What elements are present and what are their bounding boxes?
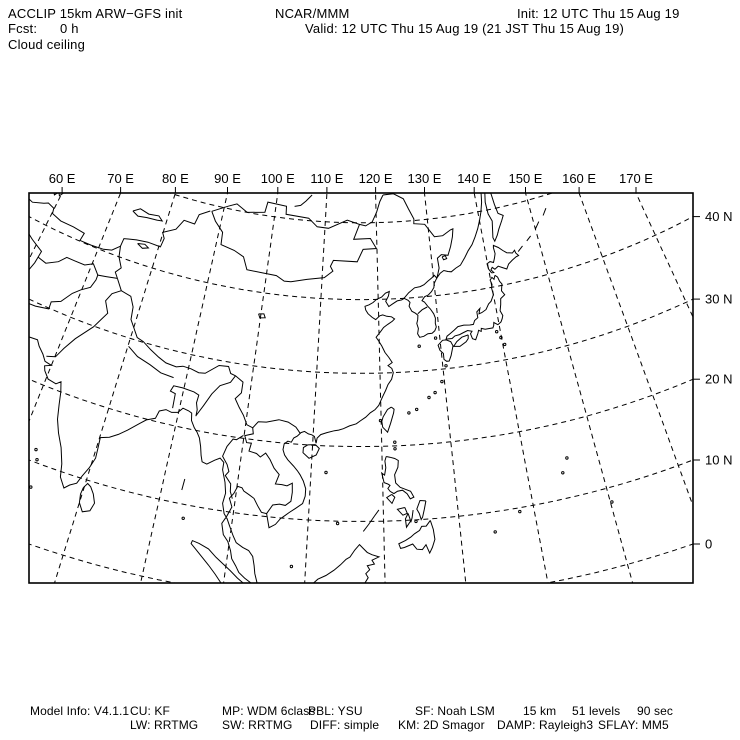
island-dot xyxy=(325,471,327,473)
x-tick-label: 100 E xyxy=(260,171,295,186)
footer-item: SF: Noah LSM xyxy=(415,704,495,718)
coastline xyxy=(191,541,252,593)
border-line xyxy=(418,307,427,314)
coastline xyxy=(133,209,162,221)
island-dot xyxy=(394,441,396,443)
island-dot xyxy=(434,391,436,393)
border-line xyxy=(403,275,437,299)
coastline xyxy=(543,208,546,215)
axis-ticks xyxy=(62,187,700,544)
island-dot xyxy=(416,408,418,410)
island-dot xyxy=(24,498,26,500)
coastline xyxy=(527,236,531,241)
island-dot xyxy=(182,517,184,519)
coastline xyxy=(417,501,426,520)
meridian-line xyxy=(0,98,110,572)
parallel-line xyxy=(0,388,740,522)
coastline xyxy=(79,484,94,512)
coastline xyxy=(138,244,149,249)
footer-item: Model Info: V4.1.1 xyxy=(30,704,130,718)
footer-item: CU: KF xyxy=(130,704,170,718)
island-dot xyxy=(394,448,396,450)
coastlines xyxy=(0,179,546,598)
coastline xyxy=(382,407,394,432)
forecast-hour: Fcst: 0 h xyxy=(8,21,79,36)
x-tick-label: 130 E xyxy=(407,171,442,186)
coastline xyxy=(442,256,447,260)
border-line xyxy=(196,376,235,416)
coastline xyxy=(295,195,313,206)
meridian-line xyxy=(420,154,476,680)
island-dot xyxy=(428,396,430,398)
border-line xyxy=(129,346,174,377)
model-title: ACCLIP 15km ARW−GFS init xyxy=(8,6,183,21)
island-dot xyxy=(379,419,381,421)
island-dot xyxy=(415,520,417,522)
island-dot xyxy=(504,343,506,345)
border-line xyxy=(360,195,384,226)
y-tick-label: 0 xyxy=(705,536,713,552)
island-dot xyxy=(611,501,613,503)
y-tick-label: 40 N xyxy=(705,209,733,225)
border-line xyxy=(245,428,292,514)
coastline xyxy=(399,520,435,553)
parallel-line xyxy=(0,323,740,446)
meridian-line xyxy=(299,156,329,684)
x-tick-label: 160 E xyxy=(562,171,597,186)
parallel-line xyxy=(0,452,740,600)
map-frame xyxy=(29,193,693,583)
island-dot xyxy=(336,522,338,524)
coastline xyxy=(518,246,522,252)
y-tick-label: 30 N xyxy=(705,291,733,307)
meridian-line xyxy=(0,116,151,607)
island-dot xyxy=(494,531,496,533)
island-dot xyxy=(519,510,521,512)
coastline xyxy=(363,510,379,532)
coastline xyxy=(295,545,379,598)
coastline xyxy=(387,494,395,503)
axis-labels xyxy=(49,171,733,552)
coastline xyxy=(481,179,503,241)
border-line xyxy=(212,202,377,282)
x-tick-label: 60 E xyxy=(48,171,76,186)
footer-item: LW: RRTMG xyxy=(130,718,199,732)
parallel-line xyxy=(0,198,726,300)
meridian-line xyxy=(510,137,650,647)
coastline xyxy=(182,479,185,490)
footer-item: DAMP: Rayleigh3 xyxy=(497,718,594,732)
meridian-line xyxy=(466,147,564,667)
island-dot xyxy=(562,472,564,474)
island-dot xyxy=(445,365,447,367)
coastline xyxy=(454,335,469,347)
island-dot xyxy=(418,345,420,347)
island-dot xyxy=(35,448,37,450)
y-tick-label: 10 N xyxy=(705,452,733,468)
coastline xyxy=(382,457,414,499)
coastline xyxy=(446,275,505,339)
footer-item: 90 sec xyxy=(637,704,673,718)
x-tick-label: 170 E xyxy=(619,171,653,186)
island-dot xyxy=(408,412,410,414)
coastline xyxy=(438,340,453,361)
border-line xyxy=(46,291,121,357)
footer-item: SFLAY: MM5 xyxy=(598,718,669,732)
coastline xyxy=(487,245,519,273)
border-line xyxy=(383,194,453,278)
footer-item: 51 levels xyxy=(572,704,621,718)
x-tick-label: 90 E xyxy=(214,171,241,186)
x-tick-label: 140 E xyxy=(457,171,492,186)
x-tick-label: 80 E xyxy=(162,171,189,186)
meridian-line xyxy=(596,105,740,586)
island-dot xyxy=(30,486,32,488)
footer-item: KM: 2D Smagor xyxy=(398,718,485,732)
island-dot xyxy=(441,380,443,382)
island-dot xyxy=(36,459,38,461)
coastline xyxy=(535,222,538,229)
x-tick-label: 110 E xyxy=(310,171,344,186)
x-tick-label: 70 E xyxy=(107,171,134,186)
island-dot xyxy=(290,565,292,567)
border-line xyxy=(117,278,300,433)
field-name: Cloud ceiling xyxy=(8,37,86,52)
coastline xyxy=(259,314,266,318)
footer-item: PBL: YSU xyxy=(308,704,363,718)
coastline xyxy=(411,510,413,522)
valid-time: Valid: 12 UTC Thu 15 Aug 19 (21 JST Thu 15 Aug 19) xyxy=(305,21,625,36)
y-tick-label: 20 N xyxy=(705,371,733,387)
island-dot xyxy=(434,337,436,339)
border-line xyxy=(170,386,198,416)
center-name: NCAR/MMM xyxy=(275,6,350,21)
x-tick-label: 150 E xyxy=(508,171,543,186)
border-line xyxy=(17,275,117,309)
island-dot xyxy=(496,331,498,333)
footer-item: SW: RRTMG xyxy=(222,718,293,732)
x-tick-label: 120 E xyxy=(358,171,393,186)
coastline xyxy=(397,508,407,516)
footer-item: 15 km xyxy=(523,704,557,718)
border-line xyxy=(24,194,121,250)
footer-item: DIFF: simple xyxy=(310,718,380,732)
island-dot xyxy=(566,457,568,459)
init-time: Init: 12 UTC Thu 15 Aug 19 xyxy=(517,6,680,21)
island-dot xyxy=(500,336,502,338)
footer-item: MP: WDM 6class xyxy=(222,704,316,718)
border-line xyxy=(7,216,41,328)
coastline xyxy=(303,445,319,459)
